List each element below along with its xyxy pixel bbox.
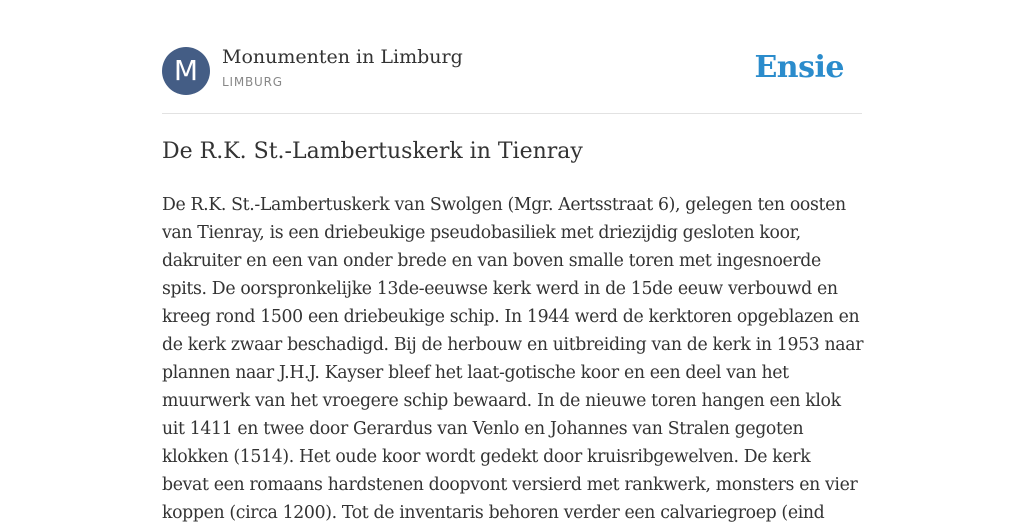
article-line: spits. De oorspronkelijke 13de-eeuwse kerk werd in de 15de eeuw verbouwd en <box>162 279 838 299</box>
channel-subtitle: LIMBURG <box>222 75 283 89</box>
article-title: De R.K. St.-Lambertuskerk in Tienray <box>162 139 583 164</box>
divider <box>162 113 862 114</box>
article-line: plannen naar J.H.J. Kayser bleef het laat-gotische koor en een deel van het <box>162 363 789 383</box>
avatar[interactable]: M <box>162 47 210 95</box>
article-body <box>162 191 862 527</box>
article-line: muurwerk van het vroegere schip bewaard. In de nieuwe toren hangen een klok <box>162 391 841 411</box>
article-line: bevat een romaans hardstenen doopvont versierd met rankwerk, monsters en vier <box>162 475 858 495</box>
header <box>162 47 862 95</box>
article-line: dakruiter en een van onder brede en van boven smalle toren met ingesnoerde <box>162 251 821 271</box>
article-line: de kerk zwaar beschadigd. Bij de herbouw en uitbreiding van de kerk in 1953 naar <box>162 335 864 355</box>
article-line: kreeg rond 1500 een driebeukige schip. In 1944 werd de kerktoren opgeblazen en <box>162 307 860 327</box>
article-line: koppen (circa 1200). Tot de inventaris behoren verder een calvariegroep (eind <box>162 503 825 523</box>
article-line: De R.K. St.-Lambertuskerk van Swolgen (Mgr. Aertsstraat 6), gelegen ten oosten <box>162 195 846 215</box>
article-line: klokken (1514). Het oude koor wordt gedekt door kruisribgewelven. De kerk <box>162 447 811 467</box>
brand-logo[interactable]: Ensie <box>754 50 844 85</box>
channel-title-link[interactable]: Monumenten in Limburg <box>222 46 463 68</box>
article-line: van Tienray, is een driebeukige pseudobasiliek met driezijdig gesloten koor, <box>162 223 801 243</box>
article-line: uit 1411 en twee door Gerardus van Venlo en Johannes van Stralen gegoten <box>162 419 804 439</box>
